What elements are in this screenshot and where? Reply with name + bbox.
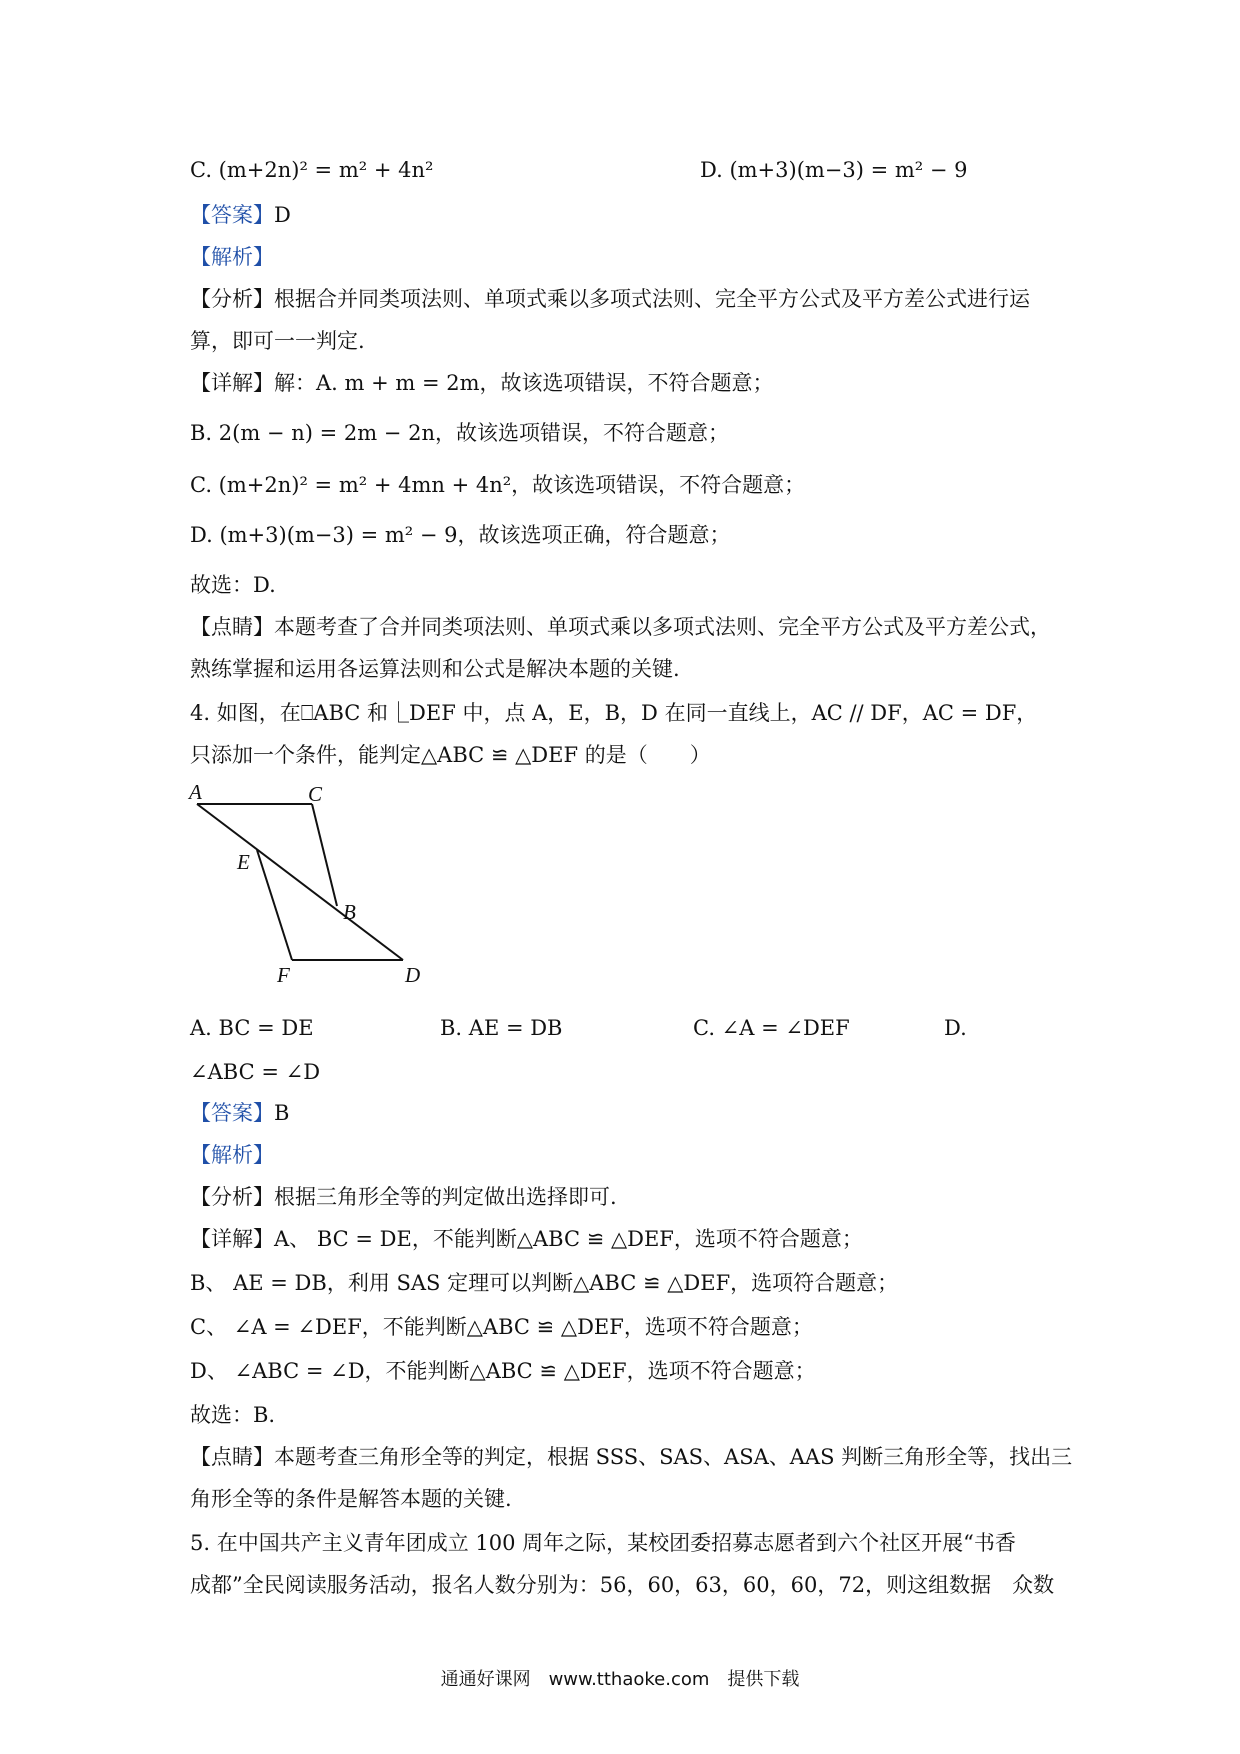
analysis-tag: 【解析】	[190, 1143, 274, 1167]
q3-option-d: D. (m+3)(m−3) = m² − 9	[700, 158, 968, 182]
answer-value: D	[274, 203, 291, 227]
page-footer: 通通好课网 www.tthaoke.com 提供下载	[440, 1669, 800, 1690]
figure-lines	[197, 804, 403, 960]
segment-ef	[257, 850, 292, 960]
q4-xiangjie-d: D、 ∠ABC = ∠D，不能判断△ABC ≌ △DEF，选项不符合题意；	[190, 1359, 816, 1383]
q4-choose: 故选：B.	[190, 1403, 276, 1427]
analysis-tag: 【解析】	[190, 245, 274, 269]
q3-option-c: C. (m+2n)² = m² + 4n²	[190, 158, 434, 182]
xiangjie-tag: 【详解】	[190, 1227, 274, 1251]
label-a: A	[189, 782, 202, 804]
q4-option-d-text: ∠ABC = ∠D	[190, 1060, 321, 1084]
fenxi-text: 根据三角形全等的判定做出选择即可.	[274, 1185, 617, 1209]
segment-cb	[312, 804, 337, 906]
q3-fenxi-line-2: 算，即可一一判定.	[190, 329, 365, 353]
q4-fenxi-line	[190, 1182, 1060, 1212]
q4-option-c: C. ∠A = ∠DEF	[693, 1016, 850, 1040]
q3-xiangjie-a	[190, 368, 1060, 398]
answer-tag: 【答案】	[190, 203, 274, 227]
fenxi-tag: 【分析】	[190, 1185, 274, 1209]
q4-answer-line	[190, 1098, 1060, 1128]
q4-xiangjie-b: B、 AE = DB，利用 SAS 定理可以判断△ABC ≌ △DEF，选项符合题意；	[190, 1271, 899, 1295]
q3-xiangjie-d: D. (m+3)(m−3) = m² − 9，故该选项正确，符合题意；	[190, 523, 731, 547]
dianjing-tag: 【点睛】	[190, 615, 274, 639]
q3-dianjing-2: 熟练掌握和运用各运算法则和公式是解决本题的关键.	[190, 657, 680, 681]
q3-choose: 故选：D.	[190, 573, 276, 597]
q3-dianjing	[190, 612, 1060, 642]
label-d: D	[405, 963, 421, 987]
q5-stem-line-2: 成都”全民阅读服务活动，报名人数分别为：56，60，63，60，60，72，则这组数据 众数	[190, 1573, 1055, 1597]
xiangjie-text: 解：A. m + m = 2m，故该选项错误，不符合题意；	[274, 371, 774, 395]
label-b: B	[343, 900, 356, 924]
fenxi-tag: 【分析】	[190, 287, 274, 311]
fenxi-text: 根据合并同类项法则、单项式乘以多项式法则、完全平方公式及平方差公式进行运	[274, 287, 1030, 311]
dianjing-text: 本题考查了合并同类项法则、单项式乘以多项式法则、完全平方公式及平方差公式，	[274, 615, 1051, 639]
dianjing-tag: 【点睛】	[190, 1445, 274, 1469]
q4-dianjing-2: 角形全等的条件是解答本题的关键.	[190, 1487, 512, 1511]
q4-dianjing	[190, 1442, 1073, 1472]
q4-option-d: D.	[944, 1016, 967, 1040]
q4-analysis-line	[190, 1140, 1060, 1170]
q4-option-b: B. AE = DB	[440, 1016, 563, 1040]
xiangjie-text: A、 BC = DE，不能判断△ABC ≌ △DEF，选项不符合题意；	[274, 1227, 863, 1251]
q3-answer-line	[190, 200, 1060, 230]
answer-value: B	[274, 1101, 290, 1125]
q3-fenxi-line	[190, 284, 1060, 314]
q3-analysis-line	[190, 242, 1060, 272]
q5-stem-line-1: 5. 在中国共产主义青年团成立 100 周年之际，某校团委招募志愿者到六个社区开展“书香	[190, 1531, 1016, 1555]
q3-xiangjie-b: B. 2(m − n) = 2m − 2n，故该选项错误，不符合题意；	[190, 421, 729, 445]
segment-ad	[197, 804, 403, 960]
answer-tag: 【答案】	[190, 1101, 274, 1125]
q4-stem-line-1: 4. 如图，在⎕ABC 和⎿DEF 中，点 A，E，B，D 在同一直线上，AC // DF，AC = DF，	[190, 701, 1038, 725]
label-f: F	[277, 963, 290, 987]
q4-geometry-figure	[185, 782, 445, 1002]
label-e: E	[237, 850, 250, 874]
q4-option-a: A. BC = DE	[190, 1016, 314, 1040]
q4-stem-line-2: 只添加一个条件，能判定△ABC ≌ △DEF 的是（ ）	[190, 743, 711, 767]
xiangjie-tag: 【详解】	[190, 371, 274, 395]
label-c: C	[308, 782, 323, 806]
dianjing-text: 本题考查三角形全等的判定，根据 SSS、SAS、ASA、AAS 判断三角形全等，找出三	[274, 1445, 1073, 1469]
q4-xiangjie-c: C、 ∠A = ∠DEF，不能判断△ABC ≌ △DEF，选项不符合题意；	[190, 1315, 813, 1339]
q4-xiangjie-a	[190, 1224, 1060, 1254]
q3-xiangjie-c: C. (m+2n)² = m² + 4mn + 4n²，故该选项错误，不符合题意；	[190, 473, 806, 497]
